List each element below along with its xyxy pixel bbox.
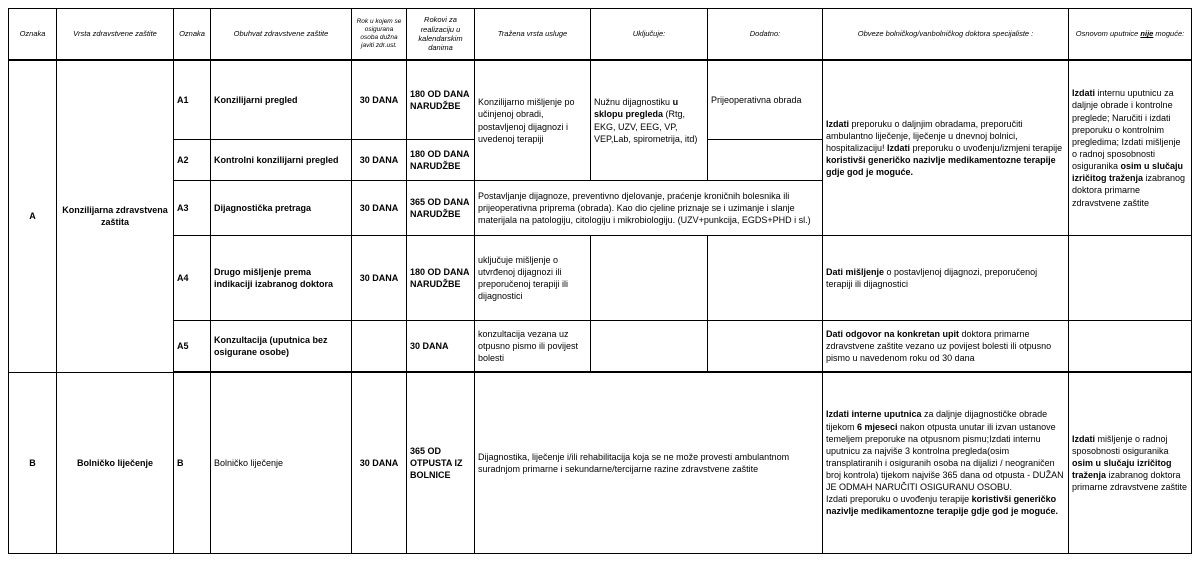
table-row-a1 <box>9 60 1192 140</box>
obveze-a-t2: preporuku o uvođenju/izmjeni terapije <box>910 142 1063 153</box>
header-obuhvat: Obuhvat zdravstvene zaštite <box>211 9 352 61</box>
row-a2-rok: 30 DANA <box>352 140 407 181</box>
header-vrsta: Vrsta zdravstvene zaštite <box>57 9 174 61</box>
obveze-b-t3: Izdati preporuku o uvođenju terapije <box>826 494 972 505</box>
row-b-rok: 30 DANA <box>352 372 407 554</box>
header-osnovom-pre: Osnovom uputnice <box>1075 29 1141 39</box>
row-a1-name: Konzilijarni pregled <box>211 60 352 140</box>
row-a5-ukljucuje <box>591 321 708 373</box>
row-a12-ukljucuje <box>591 60 708 181</box>
row-b-usluga: Dijagnostika, liječenje i/ili rehabilitacija koja se ne može provesti ambulantnom suradnjom primarne i sekundarne/tercijarne razine zdravstvene zaštite <box>475 372 823 554</box>
row-a13-obveze <box>823 60 1069 236</box>
obveze-a-t1: preporuku o daljnjim obradama, preporučiti ambulantno liječenje, liječenje u dnevnoj bolnici, hospitalizaciju! <box>826 118 1023 153</box>
row-b-nije <box>1069 372 1192 554</box>
row-a3-name: Dijagnostička pretraga <box>211 181 352 236</box>
nije-a-b1: Izdati <box>1072 88 1096 99</box>
obveze-a-b2: Izdati <box>887 142 911 153</box>
obveze-a4-b: Dati mišljenje <box>826 266 885 277</box>
row-a4-rokovi: 180 OD DANA NARUDŽBE <box>407 236 475 321</box>
row-a5-code: A5 <box>174 321 211 373</box>
header-oznaka: Oznaka <box>9 9 57 61</box>
obveze-b-t1: za daljnje dijagnostičke obrade tijekom <box>826 409 1048 432</box>
obveze-a-b3: koristivši generičko nazivlje medikamentozne terapije gdje god je moguće. <box>826 155 1056 178</box>
obveze-b-b1: Izdati interne uputnica <box>826 409 922 420</box>
row-a3-code: A3 <box>174 181 211 236</box>
nije-a-t2: izabranog doktora primarne zdravstvene zaštite <box>1072 173 1186 208</box>
obveze-a5-b: Dati odgovor na konkretan upit <box>826 328 960 339</box>
nije-b-t2: izabranog doktora primarne zdravstvene zaštite <box>1072 470 1188 493</box>
row-a4-nije <box>1069 236 1192 321</box>
header-oznaka-2: Oznaka <box>174 9 211 61</box>
health-care-table <box>8 8 1192 554</box>
document-sheet <box>8 8 1192 554</box>
ukljucuje-pre: Nužnu dijagnostiku <box>594 97 673 108</box>
nije-b-b2: osim u slučaju izričitog traženja <box>1072 457 1172 481</box>
nije-a-b2: osim u slučaju izričitog traženja <box>1072 161 1184 184</box>
row-b-obveze <box>823 372 1069 554</box>
obveze-b-b2: 6 mjeseci <box>857 421 898 432</box>
row-a5-obveze <box>823 321 1069 373</box>
header-osnovom-post: moguće: <box>1153 29 1185 39</box>
row-a4-code: A4 <box>174 236 211 321</box>
section-a-name: Konzilijarna zdravstvena zaštita <box>57 60 174 372</box>
row-a3-rok: 30 DANA <box>352 181 407 236</box>
row-a5-nije <box>1069 321 1192 373</box>
table-row-a4 <box>9 236 1192 321</box>
nije-b-b1: Izdati <box>1072 433 1096 444</box>
row-b-obuhvat: Bolničko liječenje <box>211 372 352 554</box>
header-row <box>9 9 1192 61</box>
nije-b-t1: mišljenje o radnoj sposobnosti osiguranika <box>1072 433 1169 456</box>
row-a1-rokovi: 180 OD DANA NARUDŽBE <box>407 60 475 140</box>
header-obveze: Obveze bolničkog/vanbolničkog doktora specijaliste : <box>823 9 1069 61</box>
row-a4-rok: 30 DANA <box>352 236 407 321</box>
header-trazena-usluga: Tražena vrsta usluge <box>475 9 591 61</box>
section-b-code: B <box>9 372 57 554</box>
table-row-b <box>9 372 1192 554</box>
section-a-code: A <box>9 60 57 372</box>
row-a1-rok: 30 DANA <box>352 60 407 140</box>
row-a4-name: Drugo mišljenje prema indikaciji izabranog doktora <box>211 236 352 321</box>
obveze-a4-t: o postavljenoj dijagnozi, preporučenoj terapiji ili dijagnostici <box>826 266 1038 289</box>
header-dodatno: Dodatno: <box>708 9 823 61</box>
header-osnovom-nije: nije <box>1140 29 1154 39</box>
row-a4-usluga: uključuje mišljenje o utvrđenoj dijagnozi ili preporučenoj terapiji ili dijagnostici <box>475 236 591 321</box>
row-a1-code: A1 <box>174 60 211 140</box>
header-osnovom-uputnice <box>1069 9 1192 61</box>
row-a13-nije <box>1069 60 1192 236</box>
nije-a-t1: internu uputnicu za daljnje obrade i kontrolne preglede; Naručiti i izdati preporuku o kontrolnim pregledima; Izdati mišljenje o radnoj sposobnosti osiguranika <box>1072 88 1181 172</box>
row-a2-name: Kontrolni konzilijarni pregled <box>211 140 352 181</box>
table-row-a5 <box>9 321 1192 373</box>
row-a4-obveze <box>823 236 1069 321</box>
row-a3-usluga: Postavljanje dijagnoze, preventivno djelovanje, praćenje kroničnih bolesnika ili prijeoperativna priprema (obrada). Kao dio cjeline priznaje se i uzimanje i slanje materijala na patologiju, citologiju i mikrobiologiju. (UZV+punkcija, EGDS+PHD i sl.) <box>475 181 823 236</box>
ukljucuje-post: (Rtg, EKG, UZV, EEG, VP, VEP,Lab, spirometrija, itd) <box>594 109 698 144</box>
header-rokovi: Rokovi za realizaciju u kalendarskim danima <box>407 9 475 61</box>
header-ukljucuje: Uključuje: <box>591 9 708 61</box>
ukljucuje-bold: u sklopu pregleda <box>594 97 679 120</box>
row-b-code: B <box>174 372 211 554</box>
section-b-name: Bolničko liječenje <box>57 372 174 554</box>
row-a3-rokovi: 365 OD DANA NARUDŽBE <box>407 181 475 236</box>
row-a5-rokovi: 30 DANA <box>407 321 475 373</box>
obveze-a-b1: Izdati <box>826 118 850 129</box>
row-a2-code: A2 <box>174 140 211 181</box>
row-a2-dodatno <box>708 140 823 181</box>
row-a5-name: Konzultacija (uputnica bez osigurane osobe) <box>211 321 352 373</box>
row-b-rokovi: 365 OD OTPUSTA IZ BOLNICE <box>407 372 475 554</box>
header-rok: Rok u kojem se osigurana osoba dužna javiti zdr.ust. <box>352 9 407 61</box>
row-a4-dodatno <box>708 236 823 321</box>
row-a5-dodatno <box>708 321 823 373</box>
row-a5-rok <box>352 321 407 373</box>
obveze-a5-t: doktora primarne zdravstvene zaštite vezano uz povijest bolesti ili otpusno pismo u navedenom roku od 30 dana <box>826 328 1052 364</box>
row-a12-usluga: Konzilijarno mišljenje po učinjenoj obradi, postavljenoj dijagnozi i uvedenoj terapiji <box>475 60 591 181</box>
row-a5-usluga: konzultacija vezana uz otpusno pismo ili povijest bolesti <box>475 321 591 373</box>
row-a2-rokovi: 180 OD DANA NARUDŽBE <box>407 140 475 181</box>
obveze-b-t2: nakon otpusta unutar ili izvan ustanove temeljem preporuke na otpusnom pismu;Izdati internu uputnicu za najviše 3 kontrolna pregleda(osim transplatiranih i osiguranih osoba na dijalizi / neograničen broj kontrola) tijekom najviše 365 dana od otpusta - DUŽAN JE ODMAH NARUČITI OSIGURANU OSOBU. <box>826 421 1064 493</box>
row-a4-ukljucuje <box>591 236 708 321</box>
obveze-b-b3: koristivši generičko nazivlje medikamentozne terapije gdje god je moguće. <box>826 494 1059 517</box>
row-a1-dodatno: Prijeoperativna obrada <box>708 60 823 140</box>
